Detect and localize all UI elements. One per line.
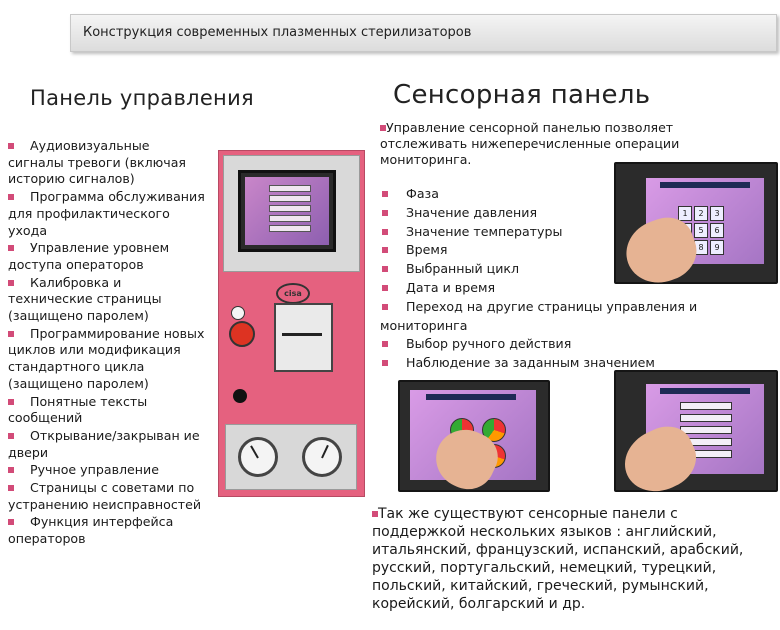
list-item: Наблюдение за заданным значением bbox=[380, 354, 720, 373]
slide-header bbox=[70, 14, 777, 52]
control-panel-heading: Панель управления bbox=[30, 86, 254, 110]
touch-panel-heading: Сенсорная панель bbox=[393, 80, 651, 110]
bullet-icon bbox=[8, 245, 14, 251]
bullet-icon bbox=[382, 266, 388, 272]
gauges-housing bbox=[225, 424, 357, 490]
emergency-stop-icon bbox=[229, 321, 255, 347]
touch-panel-menu-image bbox=[614, 370, 778, 492]
bullet-icon bbox=[8, 519, 14, 525]
list-item: Калибровка и технические страницы (защищено паролем) bbox=[8, 274, 162, 324]
list-item: Аудиовизуальные сигналы тревоги (включая историю сигналов) bbox=[8, 138, 187, 187]
cabinet-screen bbox=[238, 170, 336, 252]
touch-panel-keypad-image: 1 2 3 5 6 8 9 bbox=[614, 162, 778, 284]
list-item: Фаза bbox=[380, 185, 720, 204]
bullet-icon bbox=[382, 341, 388, 347]
list-item: Управление уровнем доступа операторов bbox=[8, 240, 170, 272]
bullet-icon bbox=[8, 485, 14, 491]
slide-title: Конструкция современных плазменных стерилизаторов bbox=[83, 25, 472, 40]
sterilizer-control-cabinet-image bbox=[218, 150, 365, 497]
bullet-icon bbox=[382, 229, 388, 235]
bullet-icon bbox=[8, 194, 14, 200]
bullet-icon bbox=[382, 210, 388, 216]
list-item: Понятные тексты сообщений bbox=[8, 393, 148, 426]
bullet-icon bbox=[8, 280, 14, 286]
bullet-icon bbox=[382, 304, 388, 310]
languages-note: Так же существуют сенсорные панели с поддержкой нескольких языков : английский, итальянский, французский, испанский, арабский, русский, португальский, немецкий, турецкий, польский, китайский, греческий, румынский, корейский, болгарский и др. bbox=[372, 506, 744, 612]
bullet-icon bbox=[8, 467, 14, 473]
touch-panel-dials-image bbox=[398, 380, 550, 492]
touch-panel-intro: Управление сенсорной панелью позволяет отслеживать нижеперечисленные операции мониторинга. bbox=[380, 120, 680, 167]
list-item: Страницы с советами по устранению неисправностей bbox=[8, 480, 202, 512]
cabinet-touch-screen-housing bbox=[223, 155, 360, 272]
list-item: Программа обслуживания для профилактического ухода bbox=[8, 189, 205, 238]
list-item: Значение давления bbox=[380, 204, 720, 223]
cisa-logo: cisa bbox=[276, 283, 310, 304]
list-item: Программирование новых циклов или модификация стандартного цикла (защищено паролем) bbox=[8, 325, 205, 391]
bullet-icon bbox=[382, 247, 388, 253]
bullet-icon bbox=[8, 399, 14, 405]
key-switch-icon bbox=[233, 389, 247, 403]
bullet-icon bbox=[8, 433, 14, 439]
bullet-icon bbox=[8, 143, 14, 149]
list-item: Выбранный цикл bbox=[380, 260, 720, 279]
list-item: Ручное управление bbox=[8, 462, 208, 479]
list-item: Функция интерфейса операторов bbox=[8, 514, 174, 547]
list-item: Переход на другие страницы управления и мониторинга bbox=[380, 298, 698, 333]
list-item: Значение температуры bbox=[380, 223, 720, 242]
bullet-icon bbox=[382, 360, 388, 366]
pressure-gauge-icon bbox=[302, 437, 342, 477]
list-item: Время bbox=[380, 241, 720, 260]
bullet-icon bbox=[8, 331, 14, 337]
indicator-light-icon bbox=[231, 306, 245, 320]
control-panel-features-list bbox=[8, 138, 208, 549]
list-item: Дата и время bbox=[380, 279, 720, 298]
list-item: Открывание/закрыван ие двери bbox=[8, 427, 200, 460]
bullet-icon bbox=[382, 285, 388, 291]
pressure-gauge-icon bbox=[238, 437, 278, 477]
bullet-icon bbox=[382, 191, 388, 197]
list-item: Выбор ручного действия bbox=[380, 335, 720, 354]
printer-unit bbox=[274, 303, 333, 372]
